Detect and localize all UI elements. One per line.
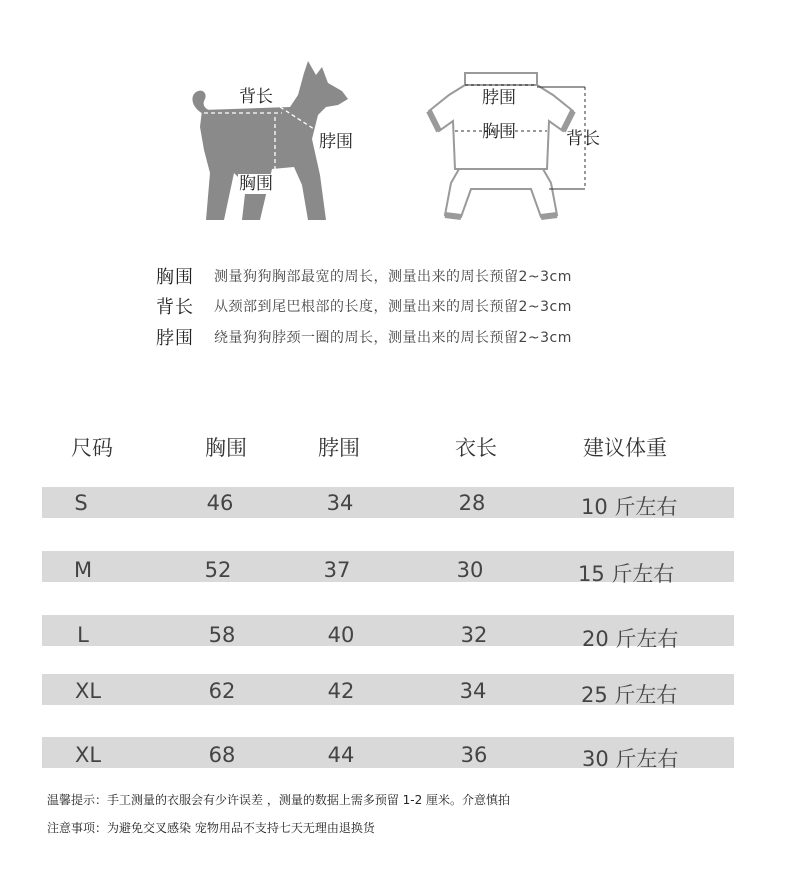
chest-cell: 46 <box>206 491 234 515</box>
size-cell: L <box>77 623 89 647</box>
length-cell: 30 <box>456 558 484 582</box>
legend-desc: 测量狗狗胸部最宽的周长，测量出来的周长预留2~3cm <box>214 269 572 285</box>
dog-neck-label: 脖围 <box>319 132 353 152</box>
neck-cell: 40 <box>327 623 355 647</box>
header-length: 衣长 <box>455 436 497 460</box>
size-cell: S <box>74 491 88 515</box>
legend-row-back-length <box>156 294 572 318</box>
header-weight: 建议体重 <box>583 436 667 460</box>
size-cell: M <box>73 558 93 582</box>
length-cell: 32 <box>460 623 488 647</box>
header-chest: 胸围 <box>205 436 247 460</box>
legend-term: 脖围 <box>156 328 194 349</box>
chest-cell: 62 <box>208 679 236 703</box>
legend-desc: 绕量狗狗脖颈一圈的周长，测量出来的周长预留2~3cm <box>214 330 572 346</box>
dog-back-length-label: 背长 <box>239 87 273 107</box>
weight-cell: 15 斤左右 <box>578 562 675 586</box>
tip-note: 温馨提示：手工测量的衣服会有少许误差 ，测量的数据上需多预留 1-2 厘米。介意慎拍 <box>47 793 511 807</box>
chest-cell: 58 <box>208 623 236 647</box>
legend-desc: 从颈部到尾巴根部的长度，测量出来的周长预留2~3cm <box>214 299 572 315</box>
chest-cell: 52 <box>204 558 232 582</box>
size-cell: XL <box>74 679 102 703</box>
header-size: 尺码 <box>71 436 113 460</box>
legend-row-neck <box>156 325 572 349</box>
weight-cell: 10 斤左右 <box>581 495 678 519</box>
length-cell: 36 <box>460 743 488 767</box>
weight-cell: 20 斤左右 <box>582 627 679 651</box>
shirt-back-length-label: 背长 <box>566 129 600 149</box>
neck-cell: 34 <box>326 491 354 515</box>
weight-cell: 25 斤左右 <box>581 683 678 707</box>
size-cell: XL <box>74 743 102 767</box>
length-cell: 34 <box>459 679 487 703</box>
shirt-chest-label: 胸围 <box>482 122 516 142</box>
shirt-neck-label: 脖围 <box>482 88 516 108</box>
legend-term: 胸围 <box>156 267 194 288</box>
neck-cell: 37 <box>323 558 351 582</box>
length-cell: 28 <box>458 491 486 515</box>
chest-cell: 68 <box>208 743 236 767</box>
dog-chest-label: 胸围 <box>239 174 273 194</box>
attention-note: 注意事项：为避免交叉感染 宠物用品不支持七天无理由退换货 <box>47 821 375 835</box>
legend-row-chest <box>156 264 572 288</box>
neck-cell: 42 <box>327 679 355 703</box>
header-neck: 脖围 <box>318 436 360 460</box>
neck-cell: 44 <box>327 743 355 767</box>
weight-cell: 30 斤左右 <box>582 747 679 771</box>
legend-term: 背长 <box>156 297 194 318</box>
